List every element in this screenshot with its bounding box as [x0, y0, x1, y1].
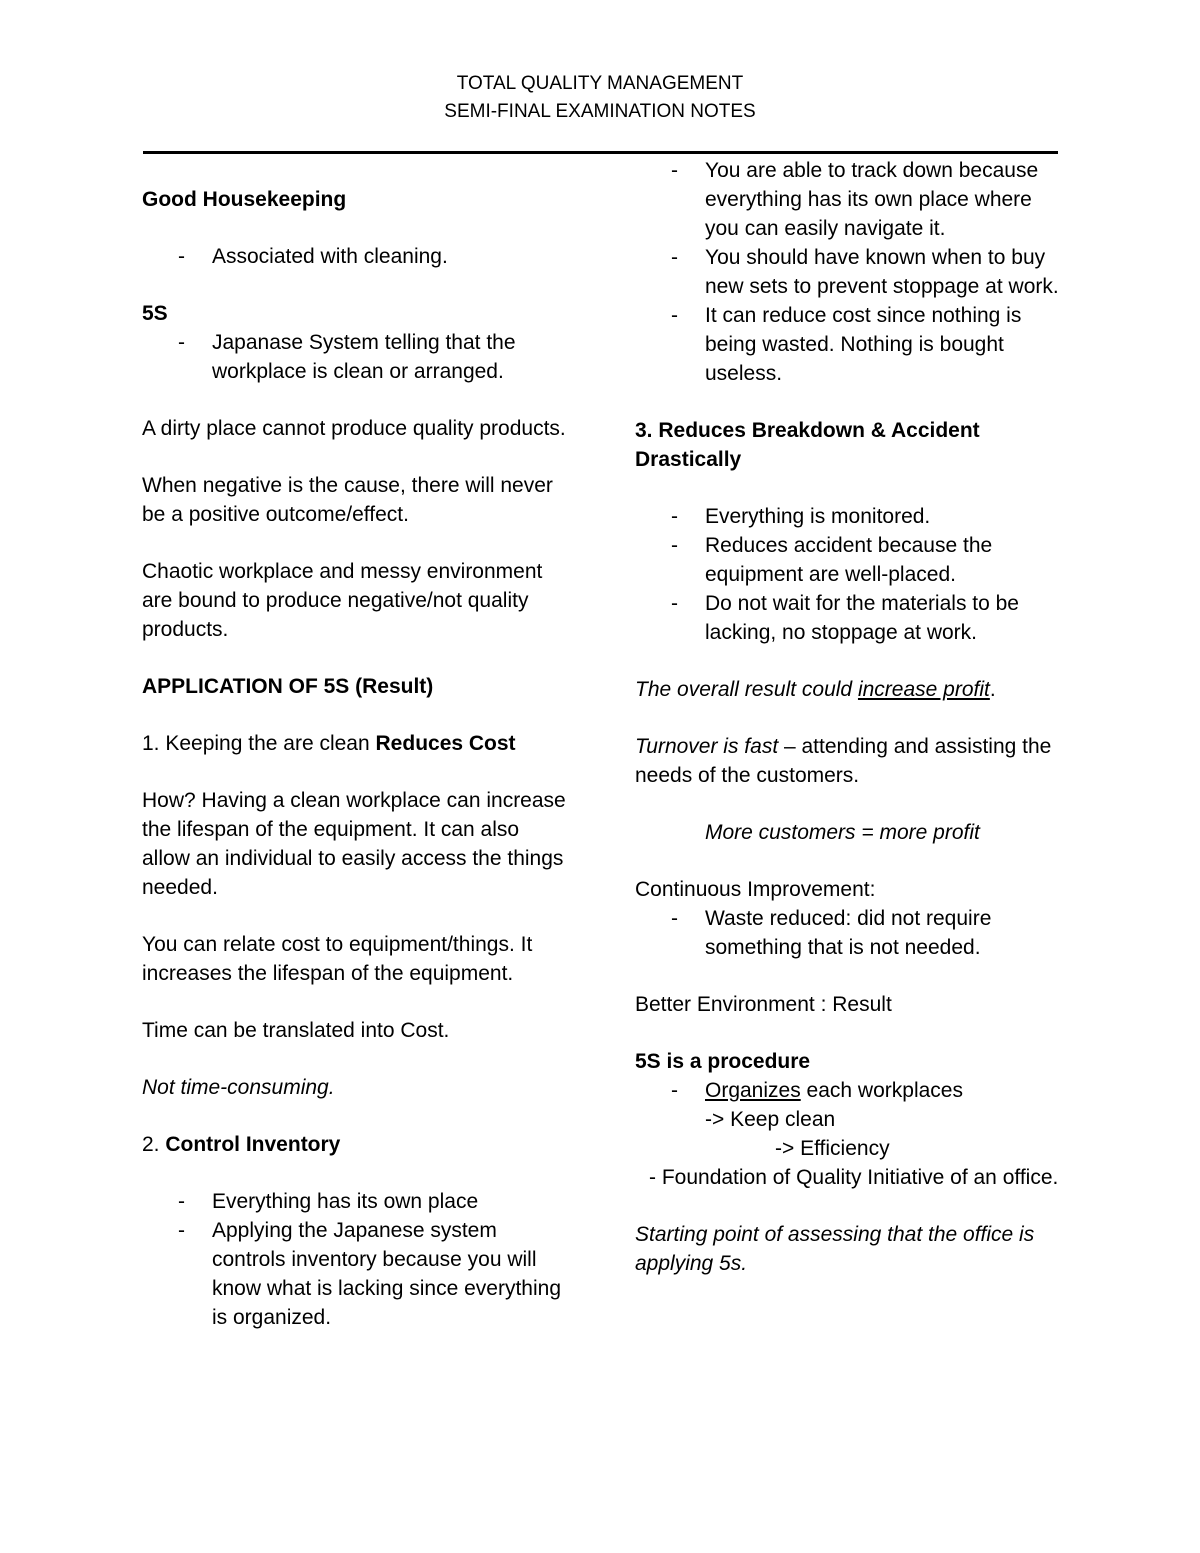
application-heading: APPLICATION OF 5S (Result)	[142, 675, 434, 698]
list-item: - You should have known when to buy new sets to prevent stoppage at work.	[635, 243, 1065, 301]
right-column	[635, 156, 1065, 1278]
header-divider	[143, 151, 1058, 154]
para-how: How? Having a clean workplace can increase the lifespan of the equipment. It can also allow an individual to easily access the things needed.	[142, 789, 566, 899]
turnover-rest: – attending and assisting the needs of the customers.	[635, 735, 1052, 787]
foundation-text: - Foundation of Quality Initiative of an office.	[649, 1166, 1059, 1189]
turnover	[635, 732, 1065, 790]
item1-line	[142, 729, 572, 758]
document-header	[0, 70, 1200, 126]
starting-point: Starting point of assessing that the office is applying 5s.	[635, 1223, 1035, 1275]
document-title: TOTAL QUALITY MANAGEMENT	[456, 73, 744, 94]
list-item: - Associated with cleaning.	[142, 242, 572, 271]
item2-line	[142, 1130, 572, 1159]
five-s-heading: 5S	[142, 302, 168, 325]
para-dirty: A dirty place cannot produce quality products.	[142, 417, 566, 440]
keep-clean: -> Keep clean	[705, 1108, 836, 1131]
item1-prefix: 1. Keeping the are clean	[142, 732, 376, 755]
overall-underlined: increase profit	[857, 678, 990, 701]
item2-prefix: 2.	[142, 1133, 166, 1156]
list-item: - You are able to track down because everything has its own place where you can easily navigate it.	[635, 156, 1065, 243]
procedure-list	[635, 1076, 1065, 1105]
foundation	[635, 1163, 1065, 1192]
item2-list	[142, 1187, 572, 1332]
list-item: - Everything has its own place	[142, 1187, 572, 1216]
item2-bold: Control Inventory	[165, 1133, 341, 1156]
better-environment: Better Environment : Result	[635, 993, 892, 1016]
good-housekeeping-heading: Good Housekeeping	[142, 188, 347, 211]
item3-list	[635, 502, 1065, 647]
procedure-heading: 5S is a procedure	[635, 1050, 811, 1073]
overall-suffix: .	[989, 678, 996, 701]
continuous-list	[635, 904, 1065, 962]
para-relate: You can relate cost to equipment/things. It increases the lifespan of the equipment.	[142, 933, 533, 985]
document-subtitle: SEMI-FINAL EXAMINATION NOTES	[444, 101, 756, 122]
para-negative: When negative is the cause, there will never be a positive outcome/effect.	[142, 474, 553, 526]
list-item: - It can reduce cost since nothing is being wasted. Nothing is bought useless.	[635, 301, 1065, 388]
five-s-list	[142, 328, 572, 386]
para-not-time: Not time-consuming.	[142, 1076, 335, 1099]
overall-result	[635, 675, 1065, 704]
item1-bold: Reduces Cost	[375, 732, 516, 755]
para-time: Time can be translated into Cost.	[142, 1019, 450, 1042]
organizes-underlined: Organizes	[705, 1079, 801, 1102]
list-item: - Do not wait for the materials to be lacking, no stoppage at work.	[635, 589, 1065, 647]
overall-prefix: The overall result could	[635, 678, 858, 701]
list-item: - Everything is monitored.	[635, 502, 1065, 531]
efficiency: -> Efficiency	[775, 1137, 890, 1160]
more-customers: More customers = more profit	[705, 821, 980, 844]
list-item: - Reduces accident because the equipment are well-placed.	[635, 531, 1065, 589]
continuous-heading: Continuous Improvement:	[635, 878, 876, 901]
good-housekeeping-list	[142, 242, 572, 271]
turnover-italic: Turnover is fast	[635, 735, 779, 758]
para-chaotic: Chaotic workplace and messy environment are bound to produce negative/not quality products.	[142, 560, 543, 641]
top-bullets-list	[635, 156, 1065, 388]
organizes-rest: each workplaces	[800, 1079, 963, 1102]
item3-heading: 3. Reduces Breakdown & Accident Drastically	[635, 419, 980, 471]
list-item: - Waste reduced: did not require something that is not needed.	[635, 904, 1065, 962]
list-item: - Japanase System telling that the workplace is clean or arranged.	[142, 328, 572, 386]
list-item	[635, 1076, 1065, 1105]
left-column	[142, 185, 572, 1332]
list-item: - Applying the Japanese system controls inventory because you will know what is lacking since everything is organized.	[142, 1216, 572, 1332]
